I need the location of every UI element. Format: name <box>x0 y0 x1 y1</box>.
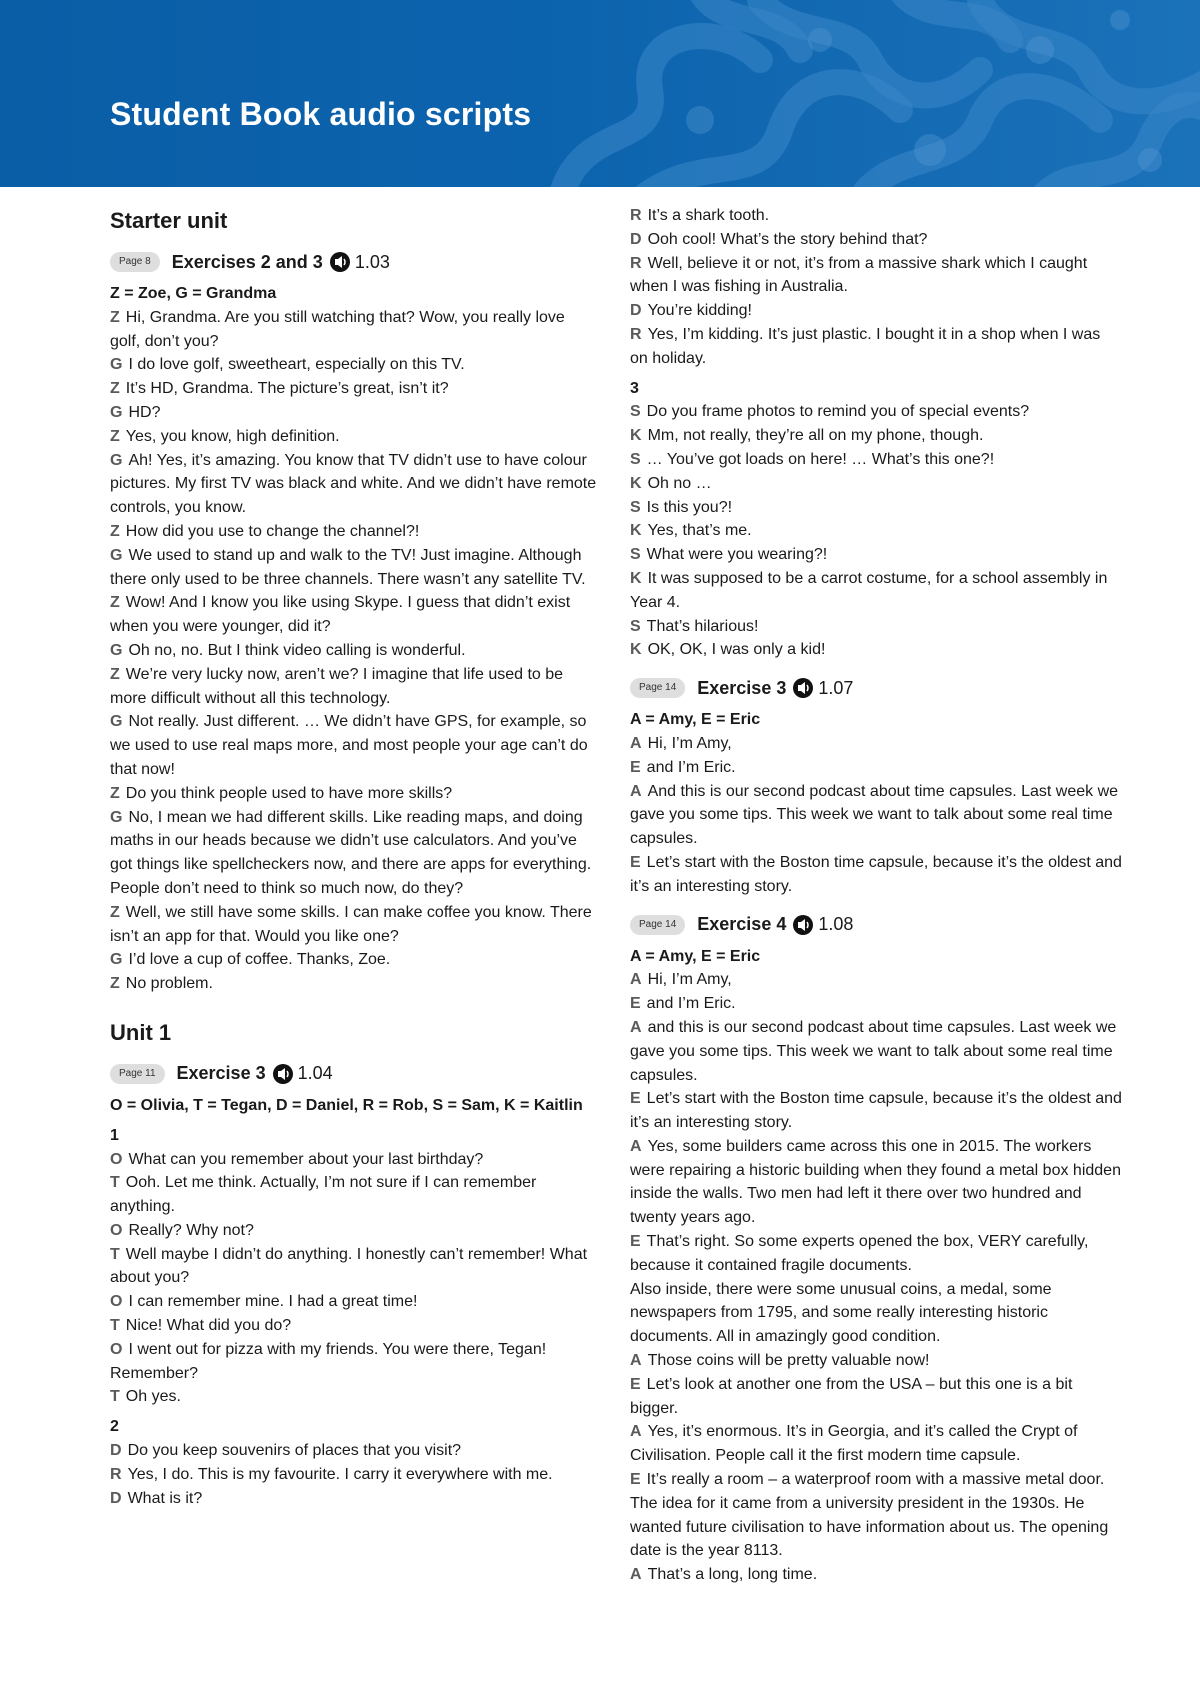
dialogue-line <box>110 1338 598 1386</box>
dialogue-line <box>630 1563 1122 1587</box>
dialogue-line <box>110 948 598 972</box>
speaker-initial: K <box>630 427 642 445</box>
speaker-initial: E <box>630 1233 641 1251</box>
dialogue-line <box>110 782 598 806</box>
line-text: HD? <box>128 403 161 421</box>
header-banner <box>0 0 1200 187</box>
dialogue-line <box>630 1373 1122 1421</box>
dialogue-line <box>630 1230 1122 1278</box>
right-column <box>630 204 1122 1587</box>
dialogue-line <box>110 1290 598 1314</box>
exercise-title: Exercise 4 <box>697 914 787 935</box>
speaker-initial: T <box>110 1245 120 1263</box>
speaker-initial: O <box>110 1293 123 1311</box>
speaker-initial: S <box>630 403 641 421</box>
speaker-initial: D <box>630 302 642 320</box>
dialogue-block <box>630 400 1122 662</box>
dialogue-line <box>110 449 598 520</box>
speaker-initial: E <box>630 1375 641 1393</box>
speaker-initial: O <box>110 1150 123 1168</box>
speaker-initial: G <box>110 546 123 564</box>
line-text: Oh no, no. But I think video calling is wonderful. <box>128 641 466 659</box>
unit-1-heading: Unit 1 <box>110 1019 172 1045</box>
line-text: Mm, not really, they’re all on my phone, though. <box>647 427 984 445</box>
line-text: Those coins will be pretty valuable now! <box>647 1352 930 1370</box>
line-text: Hi, Grandma. Are you still watching that? Wow, you really love golf, don’t you? <box>110 308 565 350</box>
speaker-initial: E <box>630 995 641 1013</box>
speaker-initial: Z <box>110 594 120 612</box>
track-number: 1.07 <box>818 677 854 698</box>
dialogue-line <box>630 496 1122 520</box>
line-text: and this is our second podcast about time capsules. Last week we gave you some tips. This week we want to talk about some real time capsules. <box>630 1018 1117 1084</box>
speaker-initial: G <box>110 713 123 731</box>
exercise-title: Exercises 2 and 3 <box>171 251 323 272</box>
line-text: Well, believe it or not, it’s from a massive shark which I caught when I was fishing in Australia. <box>630 254 1088 296</box>
dialogue-line <box>110 972 598 996</box>
dialogue-line <box>630 851 1122 899</box>
line-text: Well maybe I didn’t do anything. I honestly can’t remember! What about you? <box>110 1245 588 1287</box>
dialogue-line <box>630 424 1122 448</box>
speaker-initial: E <box>630 758 641 776</box>
dialogue-line <box>110 544 598 592</box>
dialogue-line <box>110 663 598 711</box>
track-number: 1.03 <box>354 251 390 272</box>
page-badge: Page 11 <box>110 1064 165 1084</box>
exercise-heading <box>630 911 1122 939</box>
speaker-initial: G <box>110 808 123 826</box>
line-text: Hi, I’m Amy, <box>647 971 732 989</box>
exercise-heading <box>110 1060 598 1088</box>
speaker-initial: Z <box>110 975 120 993</box>
dialogue-line <box>630 400 1122 424</box>
line-text: Is this you?! <box>646 498 733 516</box>
dialogue-line <box>630 1135 1122 1230</box>
line-text: What is it? <box>127 1489 203 1507</box>
speaker-initial: Z <box>110 665 120 683</box>
speaker-initial: E <box>630 1090 641 1108</box>
speaker-key: A = Amy, E = Eric <box>630 947 761 965</box>
line-text: No problem. <box>125 975 213 993</box>
line-text: We used to stand up and walk to the TV! Just imagine. Although there only used to be three channels. There wasn’t any satellite TV. <box>110 546 586 588</box>
speaker-initial: R <box>630 254 642 272</box>
speaker-initial: D <box>110 1489 122 1507</box>
speaker-initial: A <box>630 1018 642 1036</box>
speaker-initial: E <box>630 853 641 871</box>
dialogue-line <box>110 1243 598 1291</box>
speaker-key: O = Olivia, T = Tegan, D = Daniel, R = Rob, S = Sam, K = Kaitlin <box>110 1096 583 1114</box>
dialogue-line <box>110 1439 598 1463</box>
dialogue-line <box>630 567 1122 615</box>
speaker-initial: A <box>630 782 642 800</box>
speaker-initial: R <box>630 207 642 224</box>
speaker-initial: A <box>630 971 642 989</box>
line-text: I can remember mine. I had a great time! <box>128 1293 418 1311</box>
line-text: Really? Why not? <box>128 1221 254 1239</box>
line-text: Not really. Just different. … We didn’t have GPS, for example, so we used to use real maps more, and most people your age can’t do that now! <box>110 713 588 778</box>
line-text: That’s right. So some experts opened the box, VERY carefully, because it contained fragile documents. <box>630 1233 1089 1274</box>
speaker-initial: Z <box>110 380 120 398</box>
dialogue-line <box>630 1468 1122 1563</box>
line-text: Do you think people used to have more skills? <box>125 784 453 802</box>
speaker-initial: K <box>630 522 642 540</box>
line-text: Let’s start with the Boston time capsule, because it’s the oldest and it’s an interesting story. <box>630 1090 1122 1132</box>
dialogue-line <box>630 519 1122 543</box>
line-text: Ooh. Let me think. Actually, I’m not sure if I can remember anything. <box>110 1174 537 1216</box>
speaker-initial: K <box>630 474 642 492</box>
dialogue-line <box>110 1385 598 1409</box>
audio-cd-icon <box>792 677 814 699</box>
line-text: I do love golf, sweetheart, especially on this TV. <box>128 356 465 374</box>
track-number: 1.04 <box>297 1063 333 1084</box>
audio-cd-icon <box>272 1063 294 1085</box>
dialogue-line <box>630 968 1122 992</box>
page-badge: Page 8 <box>110 252 160 272</box>
line-text: Also inside, there were some unusual coins, a medal, some newspapers from 1795, and some really interesting historic documents. All in amazingly good condition. <box>630 1280 1052 1346</box>
speaker-initial: Z <box>110 784 120 802</box>
dialogue-line <box>630 323 1122 371</box>
speaker-initial: Z <box>110 903 120 921</box>
exercise-title: Exercise 3 <box>176 1063 266 1084</box>
dialogue-line <box>630 615 1122 639</box>
dialogue-line <box>630 228 1122 252</box>
line-text: Yes, that’s me. <box>647 522 752 540</box>
dialogue-line <box>110 806 598 901</box>
line-text: Hi, I’m Amy, <box>647 734 732 752</box>
speaker-initial: T <box>110 1388 120 1406</box>
dialogue-number: 3 <box>630 379 639 397</box>
line-text: I’d love a cup of coffee. Thanks, Zoe. <box>128 951 391 969</box>
dialogue-line <box>110 520 598 544</box>
speaker-initial: O <box>110 1340 123 1358</box>
exercise-heading <box>630 674 1122 702</box>
dialogue-line <box>110 401 598 425</box>
line-text: Oh no … <box>647 474 712 492</box>
dialogue-block <box>630 968 1122 1587</box>
speaker-initial: Z <box>110 427 120 445</box>
dialogue-line <box>110 591 598 639</box>
line-text: It’s really a room – a waterproof room with a massive metal door. The idea for it came from a university president in the 1930s. He wanted future civilisation to have information about us. The opening date is the year 8113. <box>630 1471 1109 1560</box>
line-text: Ooh cool! What’s the story behind that? <box>647 230 928 248</box>
line-text: We’re very lucky now, aren’t we? I imagine that life used to be more difficult without all this technology. <box>110 665 564 707</box>
line-text: Nice! What did you do? <box>125 1317 292 1335</box>
dialogue-line <box>630 543 1122 567</box>
line-text: Well, we still have some skills. I can make coffee you know. There isn’t an app for that. Would you like one? <box>110 903 592 945</box>
line-text: Ah! Yes, it’s amazing. You know that TV didn’t use to have colour pictures. My first TV was black and white. And we didn’t have remote controls, you know. <box>110 451 597 517</box>
line-text: OK, OK, I was only a kid! <box>647 641 826 659</box>
line-text: It was supposed to be a carrot costume, for a school assembly in Year 4. <box>630 569 1108 611</box>
speaker-initial: E <box>630 1471 641 1489</box>
dialogue-line <box>630 472 1122 496</box>
line-text: What were you wearing?! <box>646 546 828 564</box>
speaker-initial: A <box>630 734 642 752</box>
line-text: Yes, you know, high definition. <box>125 427 340 445</box>
line-text: Wow! And I know you like using Skype. I guess that didn’t exist when you were younger, did it? <box>110 594 571 636</box>
dialogue-line <box>110 377 598 401</box>
line-text: I went out for pizza with my friends. You were there, Tegan! Remember? <box>110 1340 547 1382</box>
dialogue-line <box>110 353 598 377</box>
dialogue-line <box>110 306 598 354</box>
dialogue-line <box>110 1487 598 1511</box>
speaker-initial: S <box>630 546 641 564</box>
dialogue-block <box>110 1439 598 1510</box>
speaker-initial: D <box>110 1442 122 1460</box>
starter-unit-heading: Starter unit <box>110 208 228 233</box>
speaker-initial: K <box>630 569 642 587</box>
page-title: Student Book audio scripts <box>110 96 532 132</box>
speaker-initial: G <box>110 451 123 469</box>
dialogue-line <box>630 1016 1122 1087</box>
speaker-initial: A <box>630 1137 642 1155</box>
audio-cd-icon <box>792 914 814 936</box>
dialogue-line <box>630 1278 1122 1349</box>
line-text: and I’m Eric. <box>646 995 736 1013</box>
dialogue-line <box>110 1148 598 1172</box>
line-text: How did you use to change the channel?! <box>125 522 420 540</box>
speaker-initial: S <box>630 498 641 516</box>
speaker-initial: S <box>630 450 641 468</box>
line-text: That’s a long, long time. <box>647 1566 818 1584</box>
line-text: No, I mean we had different skills. Like reading maps, and doing maths in our heads because we didn’t use calculators. And you’ve got things like spellcheckers now, and there are apps for everything. People don’t need to think so much now, do they? <box>110 808 592 897</box>
line-text: Yes, some builders came across this one in 2015. The workers were repairing a historic building when they found a metal box hidden inside the walls. Two men had left it there over two hundred and twenty years ago. <box>630 1137 1121 1227</box>
speaker-initial: G <box>110 951 123 969</box>
dialogue-line <box>630 780 1122 851</box>
line-text: and I’m Eric. <box>646 758 736 776</box>
line-text: You’re kidding! <box>647 302 752 320</box>
dialogue-number: 1 <box>110 1126 119 1144</box>
line-text: Yes, I’m kidding. It’s just plastic. I bought it in a shop when I was on holiday. <box>630 325 1101 367</box>
dialogue-line <box>110 1463 598 1487</box>
speaker-initial: A <box>630 1566 642 1584</box>
dialogue-line <box>110 425 598 449</box>
line-text: It’s a shark tooth. <box>647 207 770 224</box>
dialogue-line <box>630 638 1122 662</box>
speaker-initial: G <box>110 641 123 659</box>
page-badge: Page 14 <box>630 678 685 698</box>
speaker-initial: A <box>630 1423 642 1441</box>
dialogue-line <box>110 901 598 949</box>
dialogue-line <box>110 1314 598 1338</box>
line-text: Let’s start with the Boston time capsule, because it’s the oldest and it’s an interesting story. <box>630 853 1122 895</box>
speaker-initial: R <box>110 1465 122 1483</box>
left-column <box>110 200 598 1510</box>
line-text: What can you remember about your last birthday? <box>128 1150 484 1168</box>
line-text: That’s hilarious! <box>646 617 759 635</box>
dialogue-block <box>630 204 1122 371</box>
audio-cd-icon <box>329 251 351 273</box>
dialogue-line <box>630 732 1122 756</box>
decorative-swirl-pattern <box>0 0 1200 187</box>
dialogue-line <box>630 448 1122 472</box>
line-text: Let’s look at another one from the USA – but this one is a bit bigger. <box>630 1375 1073 1417</box>
speaker-initial: D <box>630 230 642 248</box>
dialogue-block <box>630 732 1122 899</box>
dialogue-line <box>630 1087 1122 1135</box>
speaker-key: A = Amy, E = Eric <box>630 711 761 729</box>
exercise-title: Exercise 3 <box>697 677 787 698</box>
line-text: Oh yes. <box>125 1388 181 1406</box>
dialogue-line <box>630 1420 1122 1468</box>
dialogue-line <box>110 710 598 781</box>
speaker-initial: K <box>630 641 642 659</box>
dialogue-line <box>630 299 1122 323</box>
speaker-initial: O <box>110 1221 123 1239</box>
dialogue-number: 2 <box>110 1418 119 1436</box>
line-text: … You’ve got loads on here! … What’s this one?! <box>646 450 995 468</box>
speaker-initial: T <box>110 1174 120 1192</box>
speaker-initial: Z <box>110 308 120 326</box>
dialogue-line <box>110 1219 598 1243</box>
speaker-initial: A <box>630 1352 642 1370</box>
speaker-initial: Z <box>110 522 120 540</box>
speaker-initial: G <box>110 403 123 421</box>
page-badge: Page 14 <box>630 915 685 935</box>
dialogue-line <box>630 1349 1122 1373</box>
speaker-initial: T <box>110 1317 120 1335</box>
dialogue-line <box>630 252 1122 300</box>
dialogue-line <box>110 1171 598 1219</box>
dialogue-line <box>630 756 1122 780</box>
exercise-heading <box>110 248 598 276</box>
speaker-initial: G <box>110 356 123 374</box>
speaker-initial: R <box>630 325 642 343</box>
line-text: Do you frame photos to remind you of special events? <box>646 403 1030 421</box>
dialogue-line <box>110 639 598 663</box>
line-text: It’s HD, Grandma. The picture’s great, isn’t it? <box>125 380 449 398</box>
dialogue-block <box>110 306 598 996</box>
line-text: Yes, I do. This is my favourite. I carry it everywhere with me. <box>127 1465 553 1483</box>
line-text: Yes, it’s enormous. It’s in Georgia, and it’s called the Crypt of Civilisation. People call it the first modern time capsule. <box>630 1423 1078 1465</box>
track-number: 1.08 <box>818 914 854 935</box>
line-text: Do you keep souvenirs of places that you visit? <box>127 1442 462 1460</box>
dialogue-block <box>110 1148 598 1410</box>
line-text: And this is our second podcast about time capsules. Last week we gave you some tips. This week we want to talk about some real time capsules. <box>630 782 1119 848</box>
dialogue-line <box>630 204 1122 228</box>
speaker-key: Z = Zoe, G = Grandma <box>110 285 277 302</box>
speaker-initial: S <box>630 617 641 635</box>
dialogue-line <box>630 992 1122 1016</box>
